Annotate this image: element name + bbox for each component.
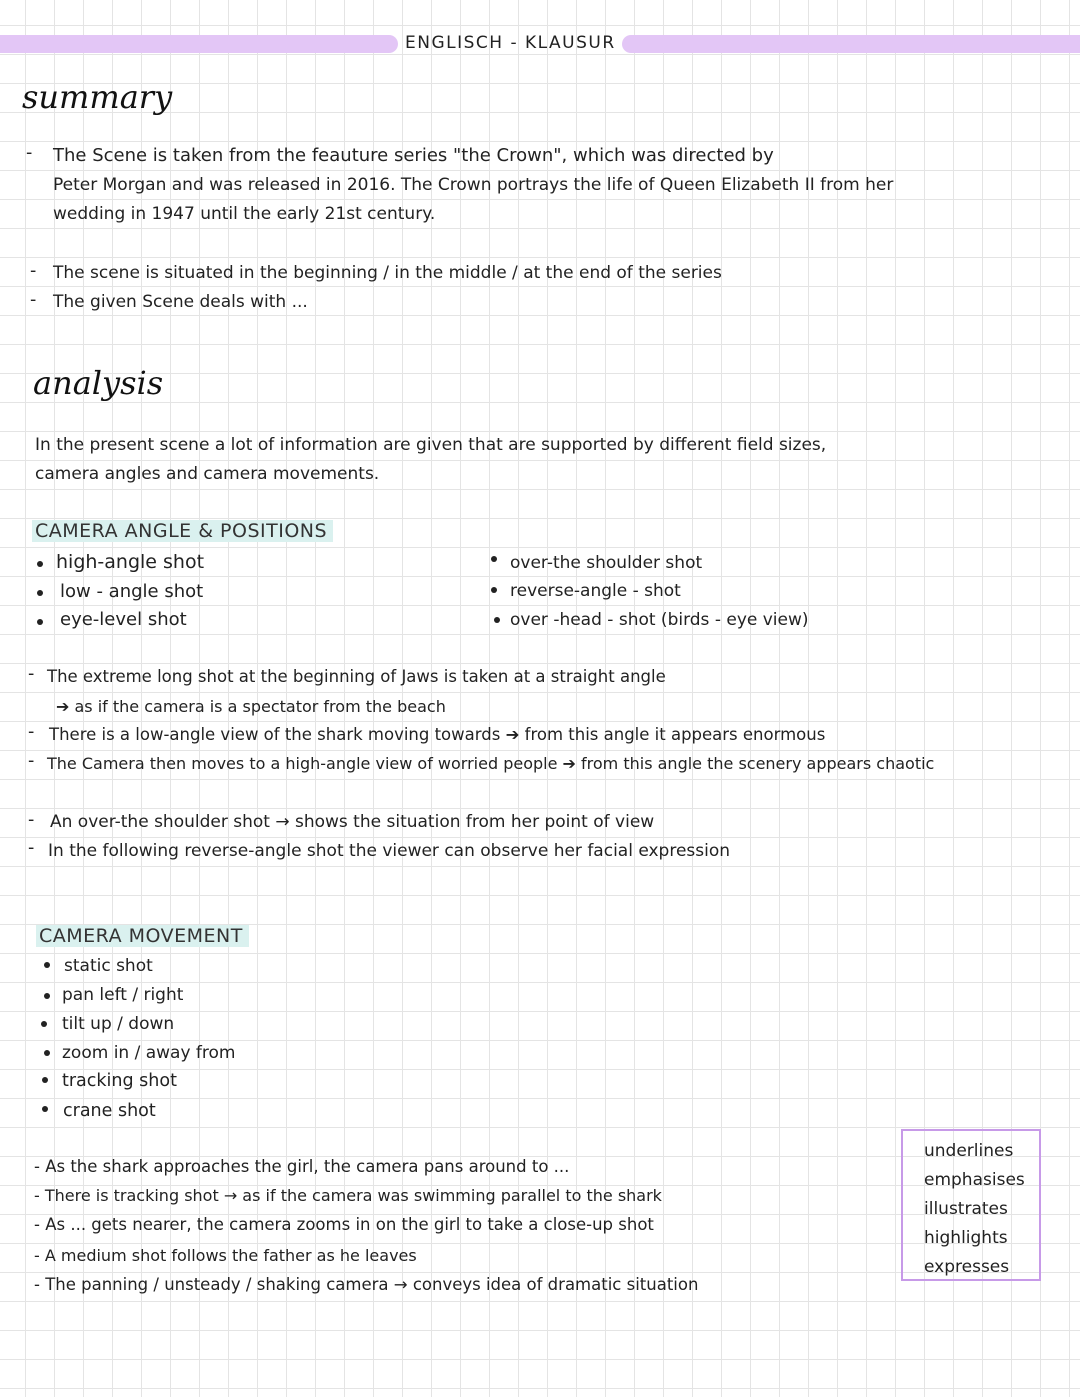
bullet-dot: [44, 1050, 50, 1056]
summary-heading: summary: [22, 78, 173, 116]
dash-marker: -: [28, 838, 35, 858]
bullet-dot: [491, 556, 497, 562]
header-band-left: [0, 35, 398, 53]
bullet-dot: [44, 993, 50, 999]
movement-note-4: - A medium shot follows the father as he leaves: [34, 1246, 417, 1265]
bullet-dot: [494, 617, 500, 623]
bullet-dot: [491, 587, 497, 593]
angle-note-1: The extreme long shot at the beginning of Jaws is taken at a straight angle: [47, 667, 666, 686]
bullet-dot: [44, 962, 50, 968]
movement-item-1: static shot: [64, 956, 153, 976]
bullet-dot: [42, 1077, 48, 1083]
angle-right-2: reverse-angle - shot: [510, 581, 681, 601]
summary-line-1: The Scene is taken from the feauture series "the Crown", which was directed by: [53, 145, 774, 166]
verb-item: highlights: [924, 1228, 1008, 1248]
summary-item-1: The scene is situated in the beginning / in the middle / at the end of the series: [53, 263, 722, 283]
analysis-heading: analysis: [33, 364, 164, 402]
verb-item: expresses: [924, 1257, 1010, 1277]
angle-note-2: ➔ as if the camera is a spectator from the beach: [56, 697, 446, 716]
camera-angle-heading: CAMERA ANGLE & POSITIONS: [32, 520, 333, 542]
dash-marker: -: [28, 664, 35, 684]
angle-note-5: An over-the shoulder shot → shows the situation from her point of view: [50, 812, 655, 832]
angle-note-3: There is a low-angle view of the shark moving towards ➔ from this angle it appears enormous: [49, 725, 826, 744]
bullet-dot: [37, 590, 43, 596]
movement-note-2: - There is tracking shot → as if the camera was swimming parallel to the shark: [34, 1186, 662, 1205]
verb-item: emphasises: [924, 1170, 1025, 1190]
analysis-intro-1: In the present scene a lot of information are given that are supported by different field sizes,: [35, 435, 827, 455]
camera-movement-heading: CAMERA MOVEMENT: [36, 925, 249, 947]
analysis-intro-2: camera angles and camera movements.: [35, 464, 380, 484]
dash-marker: -: [28, 751, 35, 771]
bullet-dot: [37, 619, 43, 625]
movement-item-4: zoom in / away from: [62, 1043, 236, 1063]
dash-marker: -: [28, 722, 35, 742]
dash-marker: -: [30, 261, 37, 281]
angle-note-6: In the following reverse-angle shot the viewer can observe her facial expression: [48, 841, 731, 861]
summary-item-2: The given Scene deals with ...: [53, 292, 308, 312]
summary-line-2: Peter Morgan and was released in 2016. The Crown portrays the life of Queen Elizabeth II from her: [53, 175, 894, 195]
movement-note-5: - The panning / unsteady / shaking camera → conveys idea of dramatic situation: [34, 1275, 699, 1294]
movement-item-2: pan left / right: [62, 985, 184, 1005]
verbs-box: [901, 1129, 1041, 1281]
dash-marker: -: [30, 290, 37, 310]
movement-note-1: - As the shark approaches the girl, the camera pans around to ...: [34, 1157, 570, 1176]
page-title: ENGLISCH - KLAUSUR: [405, 33, 616, 53]
verb-item: underlines: [924, 1141, 1014, 1161]
angle-right-1: over-the shoulder shot: [510, 553, 703, 573]
verb-item: illustrates: [924, 1199, 1008, 1219]
movement-note-3: - As ... gets nearer, the camera zooms in on the girl to take a close-up shot: [34, 1215, 654, 1234]
header-band-right: [622, 35, 1080, 53]
movement-item-3: tilt up / down: [62, 1014, 175, 1034]
movement-item-5: tracking shot: [62, 1071, 177, 1091]
angle-left-3: eye-level shot: [60, 609, 187, 630]
bullet-dot: [42, 1106, 48, 1112]
dash-marker: -: [28, 810, 35, 830]
dash-marker: -: [26, 143, 33, 163]
angle-left-2: low - angle shot: [60, 581, 204, 602]
angle-note-4: The Camera then moves to a high-angle view of worried people ➔ from this angle the scenery appears chaotic: [47, 754, 935, 773]
angle-right-3: over -head - shot (birds - eye view): [510, 610, 809, 630]
bullet-dot: [37, 561, 43, 567]
bullet-dot: [41, 1021, 47, 1027]
summary-line-3: wedding in 1947 until the early 21st century.: [53, 204, 436, 224]
angle-left-1: high-angle shot: [56, 551, 205, 573]
movement-item-6: crane shot: [63, 1101, 156, 1121]
